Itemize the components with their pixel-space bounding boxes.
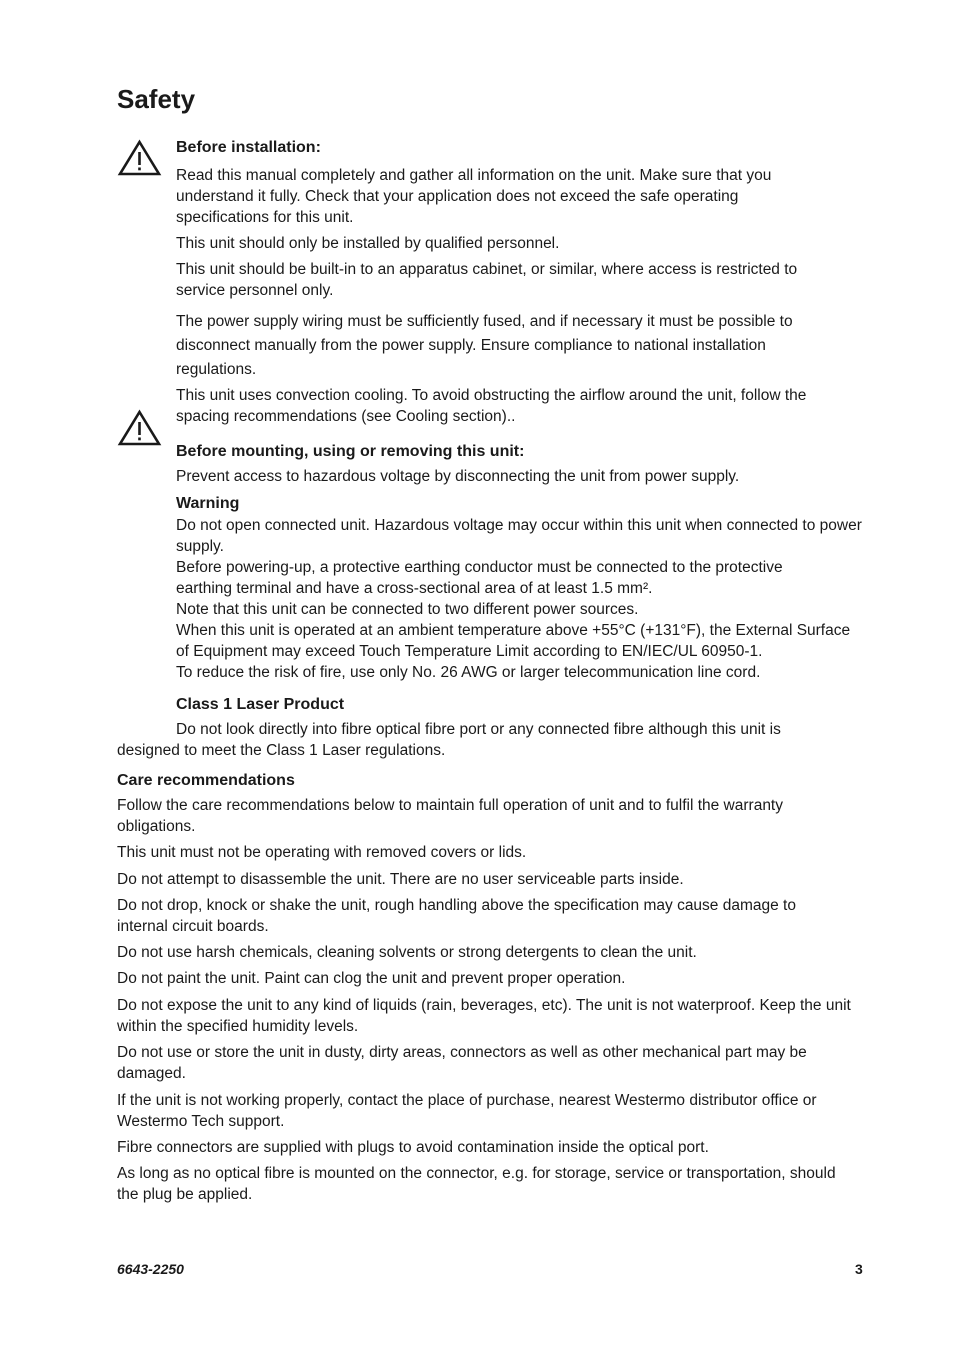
care-paragraph: Do not use harsh chemicals, cleaning solvents or strong detergents to clean the unit. (117, 944, 697, 961)
laser-heading: Class 1 Laser Product (176, 696, 345, 713)
before-installation-paragraph: This unit uses convection cooling. To avoid obstructing the airflow around the unit, follow the spacing recommendations (see Cooling section).. (176, 387, 807, 425)
page-number: 3 (855, 1261, 863, 1277)
laser-paragraph: designed to meet the Class 1 Laser regulations. (117, 742, 446, 759)
warning-line: Do not open connected unit. Hazardous voltage may occur within this unit when connected to power supply. (176, 517, 862, 555)
warning-line: Note that this unit can be connected to two different power sources. (176, 601, 639, 618)
care-paragraph: Do not attempt to disassemble the unit. There are no user serviceable parts inside. (117, 871, 684, 888)
laser-paragraph: Do not look directly into fibre optical fibre port or any connected fibre although this unit is (176, 721, 781, 738)
warning-heading: Warning (176, 495, 240, 512)
warning-text-block (176, 515, 871, 683)
care-paragraph: If the unit is not working properly, contact the place of purchase, nearest Westermo distributor office or Westermo Tech support. (117, 1092, 817, 1130)
before-mounting-heading: Before mounting, using or removing this unit: (176, 443, 525, 460)
warning-line: To reduce the risk of fire, use only No. 26 AWG or larger telecommunication line cord. (176, 664, 761, 681)
page-title: Safety (117, 84, 196, 114)
before-installation-paragraph: The power supply wiring must be sufficiently fused, and if necessary it must be possible to disconnect manually from the power supply. Ensure compliance to national installation regulations. (176, 313, 793, 378)
care-paragraph: Do not use or store the unit in dusty, dirty areas, connectors as well as other mechanical part may be damaged. (117, 1044, 807, 1082)
before-installation-paragraph: Read this manual completely and gather all information on the unit. Make sure that you understand it fully. Check that your application does not exceed the safe operating specifications for this unit. (176, 167, 772, 226)
warning-triangle-icon (117, 409, 162, 447)
care-paragraph: As long as no optical fibre is mounted on the connector, e.g. for storage, service or transportation, should the plug be applied. (117, 1165, 836, 1203)
warning-line: When this unit is operated at an ambient temperature above +55°C (+131°F), the External Surface of Equipment may exceed Touch Temperature Limit according to EN/IEC/UL 60950-1. (176, 622, 851, 660)
warning-triangle-icon (117, 139, 162, 177)
care-paragraph: Do not expose the unit to any kind of liquids (rain, beverages, etc). The unit is not waterproof. Keep the unit within the specified humidity levels. (117, 997, 851, 1035)
before-installation-paragraph: This unit should only be installed by qualified personnel. (176, 235, 560, 252)
care-paragraph: Fibre connectors are supplied with plugs to avoid contamination inside the optical port. (117, 1139, 709, 1156)
care-heading: Care recommendations (117, 772, 295, 789)
care-paragraph: Do not drop, knock or shake the unit, rough handling above the specification may cause damage to internal circuit boards. (117, 897, 796, 935)
document-number: 6643-2250 (117, 1261, 184, 1277)
care-paragraph: This unit must not be operating with removed covers or lids. (117, 844, 527, 861)
before-installation-paragraph: This unit should be built-in to an apparatus cabinet, or similar, where access is restricted to service personnel only. (176, 261, 798, 299)
before-installation-heading: Before installation: (176, 139, 321, 156)
care-paragraph: Do not paint the unit. Paint can clog the unit and prevent proper operation. (117, 970, 626, 987)
warning-line: Before powering-up, a protective earthing conductor must be connected to the protective earthing terminal and have a cross-sectional area of at least 1.5 mm². (176, 559, 783, 597)
care-paragraph: Follow the care recommendations below to maintain full operation of unit and to fulfil the warranty obligations. (117, 797, 783, 835)
before-mounting-paragraph: Prevent access to hazardous voltage by disconnecting the unit from power supply. (176, 468, 740, 485)
